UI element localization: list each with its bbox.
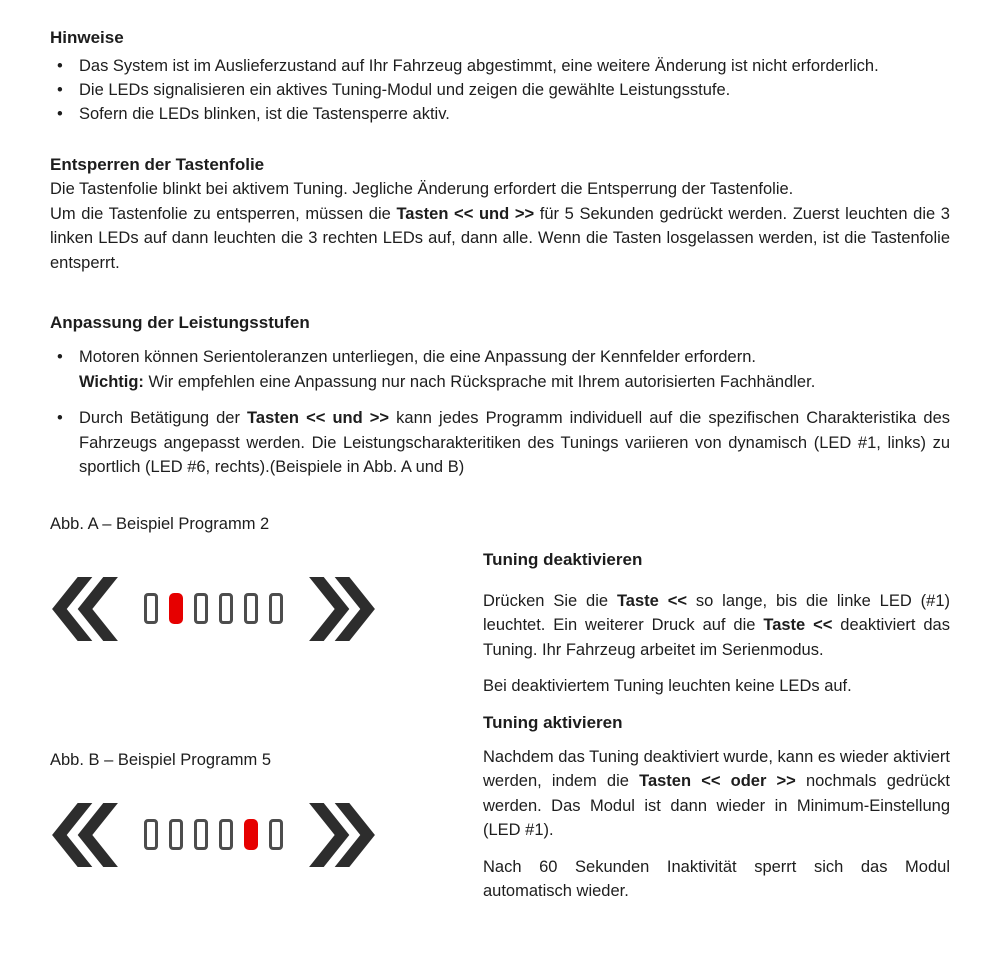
- hinweise-list: [50, 54, 950, 126]
- led-on: [169, 593, 183, 624]
- led-off: [269, 819, 283, 850]
- led-on: [244, 819, 258, 850]
- chevron-right-icon: [307, 577, 377, 641]
- paragraph: Nach 60 Sekunden Inaktivität sperrt sich das Modul automatisch wieder.: [483, 857, 950, 900]
- paragraph: Nachdem das Tuning deaktiviert wurde, kann es wieder aktiviert werden, indem die Tasten << oder >> nochmals gedrückt werden. Das Modul ist dann wieder in Minimum-Einstellung (LED #1).: [483, 747, 950, 839]
- paragraph: Die Tastenfolie blinkt bei aktivem Tuning. Jegliche Änderung erfordert die Entsperrung der Tastenfolie.: [50, 180, 794, 198]
- section-title-tuning-deaktivieren: Tuning deaktivieren: [483, 549, 643, 569]
- led-off: [269, 593, 283, 624]
- section-title-hinweise: Hinweise: [50, 28, 124, 47]
- figure-column: [50, 496, 483, 904]
- led-strip: [144, 593, 283, 624]
- led-strip: [144, 819, 283, 850]
- paragraph: Drücken Sie die Taste << so lange, bis die linke LED (#1) leuchtet. Ein weiterer Druck auf die Taste << deaktiviert das Tuning. Ihr Fahrzeug arbeitet im Serienmodus.: [483, 591, 951, 659]
- led-off: [194, 593, 208, 624]
- led-off: [169, 819, 183, 850]
- section-title-anpassung: Anpassung der Leistungsstufen: [50, 313, 310, 332]
- figure-b-caption: Abb. B – Beispiel Programm 5: [50, 750, 272, 769]
- paragraph: Um die Tastenfolie zu entsperren, müssen die Tasten << und >> für 5 Sekunden gedrückt werden. Zuerst leuchten die 3 linken LEDs auf dann leuchten die 3 rechten LEDs auf, dann alle. Wenn die Tasten losgelassen werden, ist die Tastenfolie entsperrt.: [50, 204, 950, 272]
- paragraph: Bei deaktiviertem Tuning leuchten keine LEDs auf.: [483, 677, 852, 695]
- list-item: • Durch Betätigung der Tasten << und >> kann jedes Programm individuell auf die spezifischen Charakteristika des Fahrzeugs angepasst werden. Die Leistungscharakteritiken des Tunings variieren von dynamisch (LED #1, links) zu sportlich (LED #6, rechts).(Beispiele in Abb. A und B): [50, 406, 950, 480]
- two-column-area: [50, 496, 950, 904]
- chevron-left-icon: [50, 803, 120, 867]
- led-off: [194, 819, 208, 850]
- figure-b-led-panel: [50, 802, 483, 868]
- figure-a-caption: Abb. A – Beispiel Programm 2: [50, 514, 270, 533]
- led-off: [144, 593, 158, 624]
- section-title-entsperren: Entsperren der Tastenfolie: [50, 155, 265, 174]
- list-item: • Sofern die LEDs blinken, ist die Tastensperre aktiv.: [50, 102, 950, 126]
- led-off: [244, 593, 258, 624]
- list-item: • Motoren können Serientoleranzen unterliegen, die eine Anpassung der Kennfelder erfordern. Wichtig: Wir empfehlen eine Anpassung nur nach Rücksprache mit Ihrem autorisierten Fachhändler.: [50, 345, 950, 394]
- led-off: [219, 593, 233, 624]
- figure-a-led-panel: [50, 576, 483, 642]
- chevron-left-icon: [50, 577, 120, 641]
- list-item: • Die LEDs signalisieren ein aktives Tuning-Modul und zeigen die gewählte Leistungsstufe.: [50, 78, 950, 102]
- anpassung-list: [50, 345, 950, 480]
- led-off: [219, 819, 233, 850]
- led-off: [144, 819, 158, 850]
- instructions-column: [483, 496, 950, 904]
- section-title-tuning-aktivieren: Tuning aktivieren: [483, 712, 623, 732]
- list-item: • Das System ist im Auslieferzustand auf Ihr Fahrzeug abgestimmt, eine weitere Änderung ist nicht erforderlich.: [50, 54, 950, 78]
- chevron-right-icon: [307, 803, 377, 867]
